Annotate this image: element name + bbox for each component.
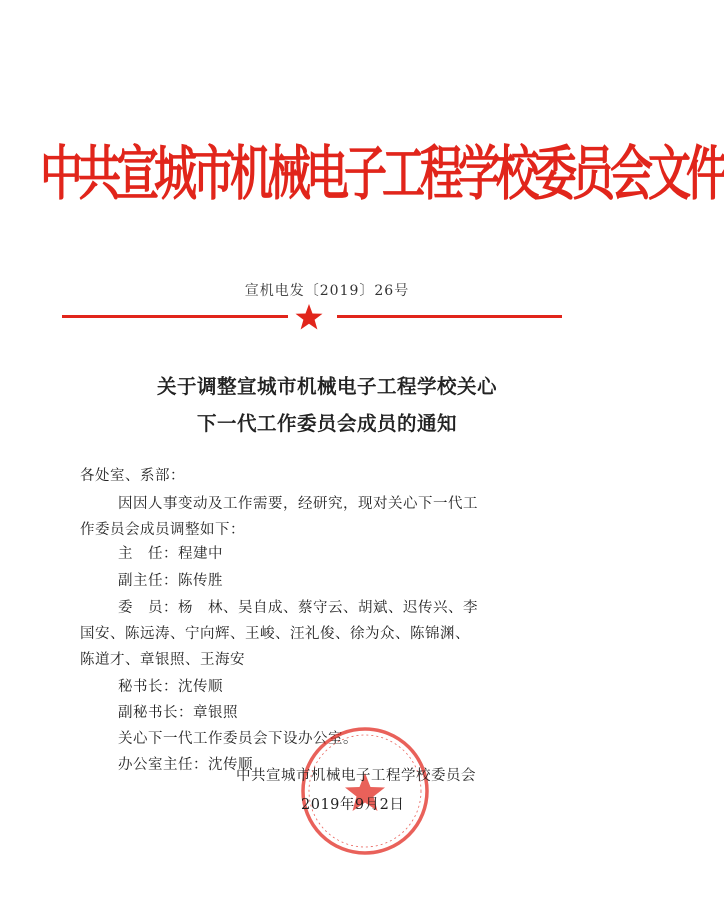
members-line-1: 杨 林、吴自成、蔡守云、胡斌、迟传兴、李 bbox=[178, 600, 478, 616]
director-name: 程建中 bbox=[178, 546, 223, 562]
secretary-general-label: 秘书长： bbox=[118, 679, 178, 695]
addressee: 各处室、系部： bbox=[80, 468, 185, 484]
deputy-director-name: 陈传胜 bbox=[178, 573, 223, 589]
members-line-2: 国安、陈远涛、宁向辉、王峻、汪礼俊、徐为众、陈锦渊、 bbox=[80, 626, 470, 642]
paragraph-line-1: 因因人事变动及工作需要，经研究，现对关心下一代工 bbox=[118, 496, 478, 512]
office-note: 关心下一代工作委员会下设办公室。 bbox=[118, 731, 358, 747]
office-director-name: 沈传顺 bbox=[208, 757, 253, 773]
notice-title-line-1: 关于调整宣城市机械电子工程学校关心 bbox=[156, 375, 497, 398]
deputy-director-label: 副主任： bbox=[118, 573, 178, 589]
notice-title-line-2: 下一代工作委员会成员的通知 bbox=[196, 412, 457, 435]
members-label: 委 员： bbox=[118, 600, 178, 616]
document-number: 宣机电发〔2019〕26号 bbox=[244, 283, 410, 299]
deputy-secretary-general-label: 副秘书长： bbox=[118, 705, 193, 721]
director-label: 主 任： bbox=[118, 546, 178, 562]
roster-deputy-director bbox=[118, 569, 223, 590]
red-star-icon bbox=[294, 303, 324, 331]
red-divider-right bbox=[337, 315, 562, 318]
roster-director bbox=[118, 542, 223, 563]
signature-date: 2019年9月2日 bbox=[301, 797, 405, 813]
secretary-general-name: 沈传顺 bbox=[178, 679, 223, 695]
office-director-label: 办公室主任： bbox=[118, 757, 208, 773]
roster-deputy-secretary-general bbox=[118, 701, 238, 722]
signature-organization: 中共宣城市机械电子工程学校委员会 bbox=[236, 768, 476, 784]
roster-secretary-general bbox=[118, 675, 223, 696]
document-header-title: 中共宣城市机械电子工程学校委员会文件 bbox=[40, 140, 724, 210]
members-line-3: 陈道才、章银照、王海安 bbox=[80, 652, 245, 668]
red-divider-left bbox=[62, 315, 288, 318]
paragraph-line-2: 作委员会成员调整如下： bbox=[80, 522, 245, 538]
official-seal-icon bbox=[299, 725, 431, 857]
roster-office-director bbox=[118, 753, 253, 774]
roster-members bbox=[118, 596, 478, 617]
deputy-secretary-general-name: 章银照 bbox=[193, 705, 238, 721]
